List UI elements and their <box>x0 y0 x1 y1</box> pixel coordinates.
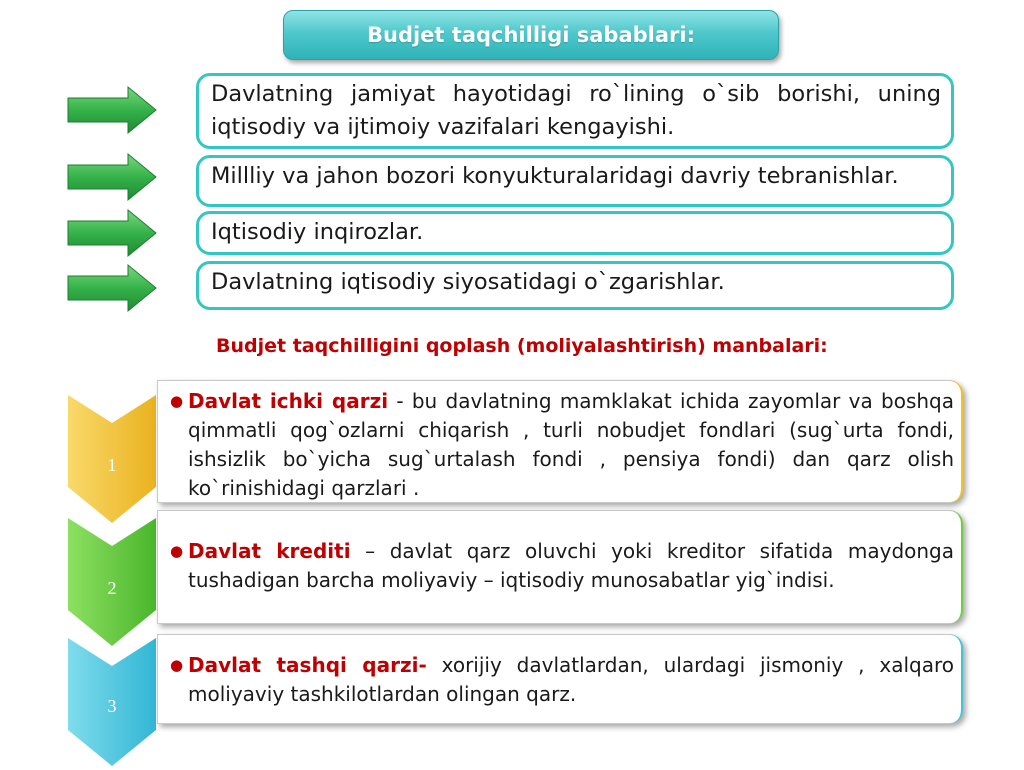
cause-text: Iqtisodiy inqirozlar. <box>211 219 424 245</box>
right-arrow-icon <box>66 85 158 135</box>
step-number: 3 <box>107 696 117 716</box>
source-text: davlat qarz oluvchi yoki kreditor sifatida maydonga tushadigan barcha moliyaviy – iqtisodiy munosabatlar yig`indisi. <box>188 539 954 592</box>
cause-text: Davlatning jamiyat hayotidagi ro`lining o`sib borishi, uning iqtisodiy va ijtimoiy vazifalari kengayishi. <box>211 81 941 140</box>
source-term: Davlat tashqi qarzi- <box>188 653 427 677</box>
source-sep <box>427 653 442 677</box>
source-box <box>157 510 963 624</box>
chevron-2 <box>64 518 160 648</box>
step-number: 1 <box>107 455 117 475</box>
chevron-3 <box>64 638 160 766</box>
source-text: xorijiy davlatlardan, ulardagi jismoniy , xalqaro moliyaviy tashkilotlardan olingan qarz. <box>188 653 954 706</box>
cause-box <box>196 73 954 149</box>
source-sep: – <box>350 539 390 563</box>
step-number: 2 <box>107 578 117 598</box>
slide-title: Budjet taqchilligi sabablari: <box>283 10 779 60</box>
cause-text: Millliy va jahon bozori konyukturalaridagi davriy tebranishlar. <box>211 163 899 189</box>
cause-box <box>196 261 954 310</box>
source-item <box>170 641 954 709</box>
cause-box <box>196 211 954 255</box>
right-arrow-icon <box>66 263 158 313</box>
source-text-wrap <box>188 651 954 709</box>
cause-text: Davlatning iqtisodiy siyosatidagi o`zgarishlar. <box>211 269 725 295</box>
bullet-icon: ● <box>170 392 184 410</box>
source-term: Davlat krediti <box>188 539 351 563</box>
source-text: bu davlatning mamklakat ichida zayomlar va boshqa qimmatli qog`ozlarni chiqarish , turli nobudjet fondlari (sug`urta fondi, ishsizlik bo`yicha sug`urtalash fondi , pensiya fondi) dan qarz olish ko`rinishidagi qarzlari . <box>188 389 955 500</box>
bullet-icon: ● <box>170 656 184 674</box>
source-box <box>157 380 963 503</box>
chevron-1 <box>64 395 160 525</box>
source-text-wrap <box>188 387 954 503</box>
source-term: Davlat ichki qarzi <box>188 389 389 413</box>
right-arrow-icon <box>66 208 158 258</box>
source-item <box>170 517 954 595</box>
cause-box <box>196 155 954 207</box>
source-sep: - <box>388 389 412 413</box>
right-arrow-icon <box>66 152 158 202</box>
source-item <box>170 387 954 503</box>
source-text-wrap <box>188 537 954 595</box>
source-box <box>157 634 963 724</box>
bullet-icon: ● <box>170 542 184 560</box>
sources-heading: Budjet taqchilligini qoplash (moliyalashtirish) manbalari: <box>216 335 828 357</box>
